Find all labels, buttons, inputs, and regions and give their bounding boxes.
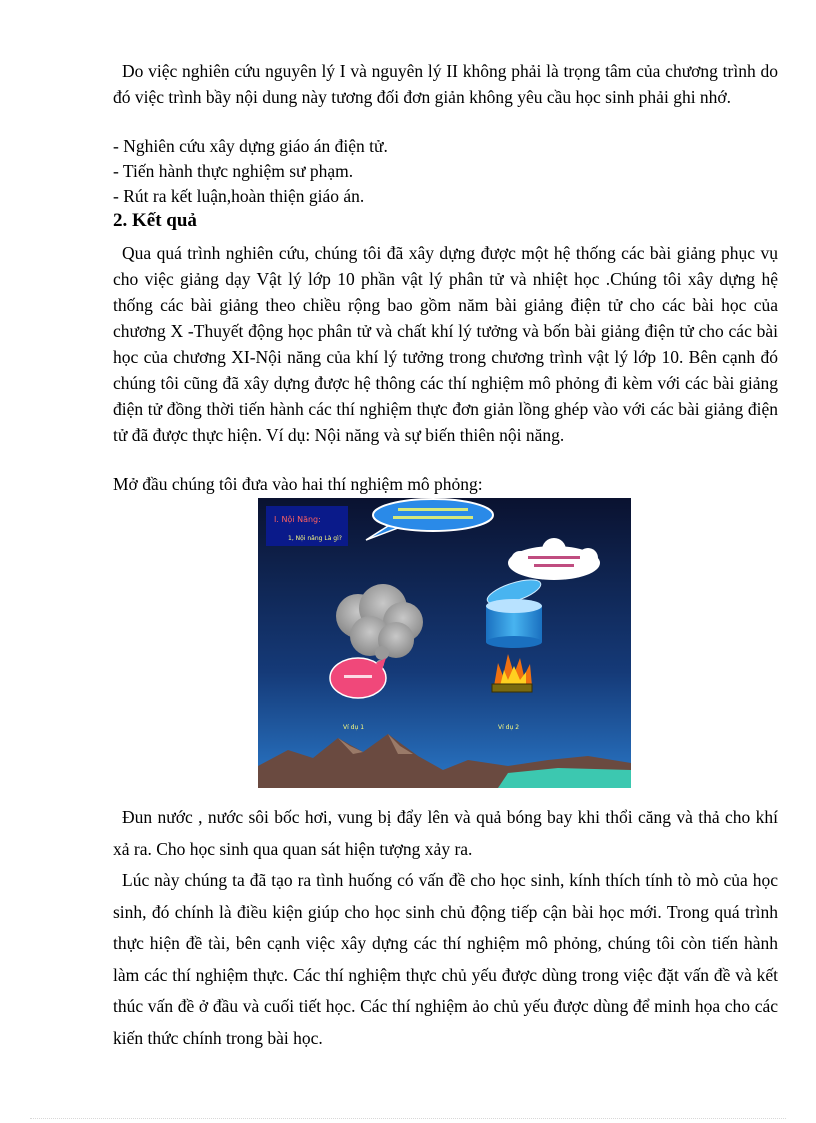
section-heading: 2. Kết quả [113, 210, 197, 231]
figure-title: I. Nội Năng: [274, 515, 321, 524]
example-label-2: Ví dụ 2 [498, 724, 520, 731]
simulation-illustration [258, 498, 631, 788]
after-figure-paragraph: Đun nước , nước sôi bốc hơi, vung bị đẩy lên và quả bóng bay khi thổi căng và thả cho khí xả ra. Cho học sinh qua quan sát hiện tượng xảy ra. [113, 807, 778, 859]
closing-paragraph: Lúc này chúng ta đã tạo ra tình huống có vấn đề cho học sinh, kính thích tính tò mò của học sinh, đó chính là điều kiện giúp cho học sinh chủ động tiếp cận bài học mới. Trong quá trình thực hiện đề tài, bên cạnh việc xây dựng các thí nghiệm mô phỏng, chúng tôi còn tiến hành làm các thí nghiệm thực. Các thí nghiệm thực chủ yếu được dùng trong việc đặt vấn đề và kết thúc vấn đề ở đầu và cuối tiết học. Các thí nghiệm ảo chủ yếu được dùng để minh họa cho các kiến thức chính trong bài học. [113, 870, 778, 1048]
footer-divider [30, 1118, 786, 1119]
bullet-item: - Tiến hành thực nghiệm sư phạm. [113, 161, 354, 181]
intro-paragraph: Do việc nghiên cứu nguyên lý I và nguyên lý II không phải là trọng tâm của chương trình do đó việc trình bầy nội dung này tương đối đơn giản không yêu cầu học sinh phải ghi nhớ. [113, 61, 778, 107]
results-paragraph: Qua quá trình nghiên cứu, chúng tôi đã xây dựng được một hệ thống các bài giảng phục vụ cho việc giảng dạy Vật lý lớp 10 phần vật lý phân tử và nhiệt học .Chúng tôi xây dựng hệ thống các bài giảng theo chiều rộng bao gồm năm bài giảng điện tử cho các bài học của chương X -Thuyết động học phân tử và chất khí lý tưởng và bốn bài giảng điện tử cho các bài học của chương XI-Nội năng của khí lý tưởng trong chương trình vật lý lớp 10. Bên cạnh đó chúng tôi cũng đã xây dựng được hệ thông các thí nghiệm mô phỏng đi kèm với các bài giảng điện tử đồng thời tiến hành các thí nghiệm thực đơn giản lồng ghép vào với các bài giảng điện tử đã được thực hiện. Ví dụ: Nội năng và sự biến thiên nội năng. [113, 243, 778, 445]
bullet-item: - Rút ra kết luận,hoàn thiện giáo án. [113, 186, 365, 206]
figure-subtitle: 1, Nội năng Là gì? [288, 535, 342, 542]
bullet-item: - Nghiên cứu xây dựng giáo án điện tử. [113, 136, 388, 156]
simulation-intro: Mở đầu chúng tôi đưa vào hai thí nghiệm mô phỏng: [113, 474, 483, 494]
simulation-figure [258, 498, 631, 788]
example-label-1: Ví dụ 1 [343, 724, 365, 731]
